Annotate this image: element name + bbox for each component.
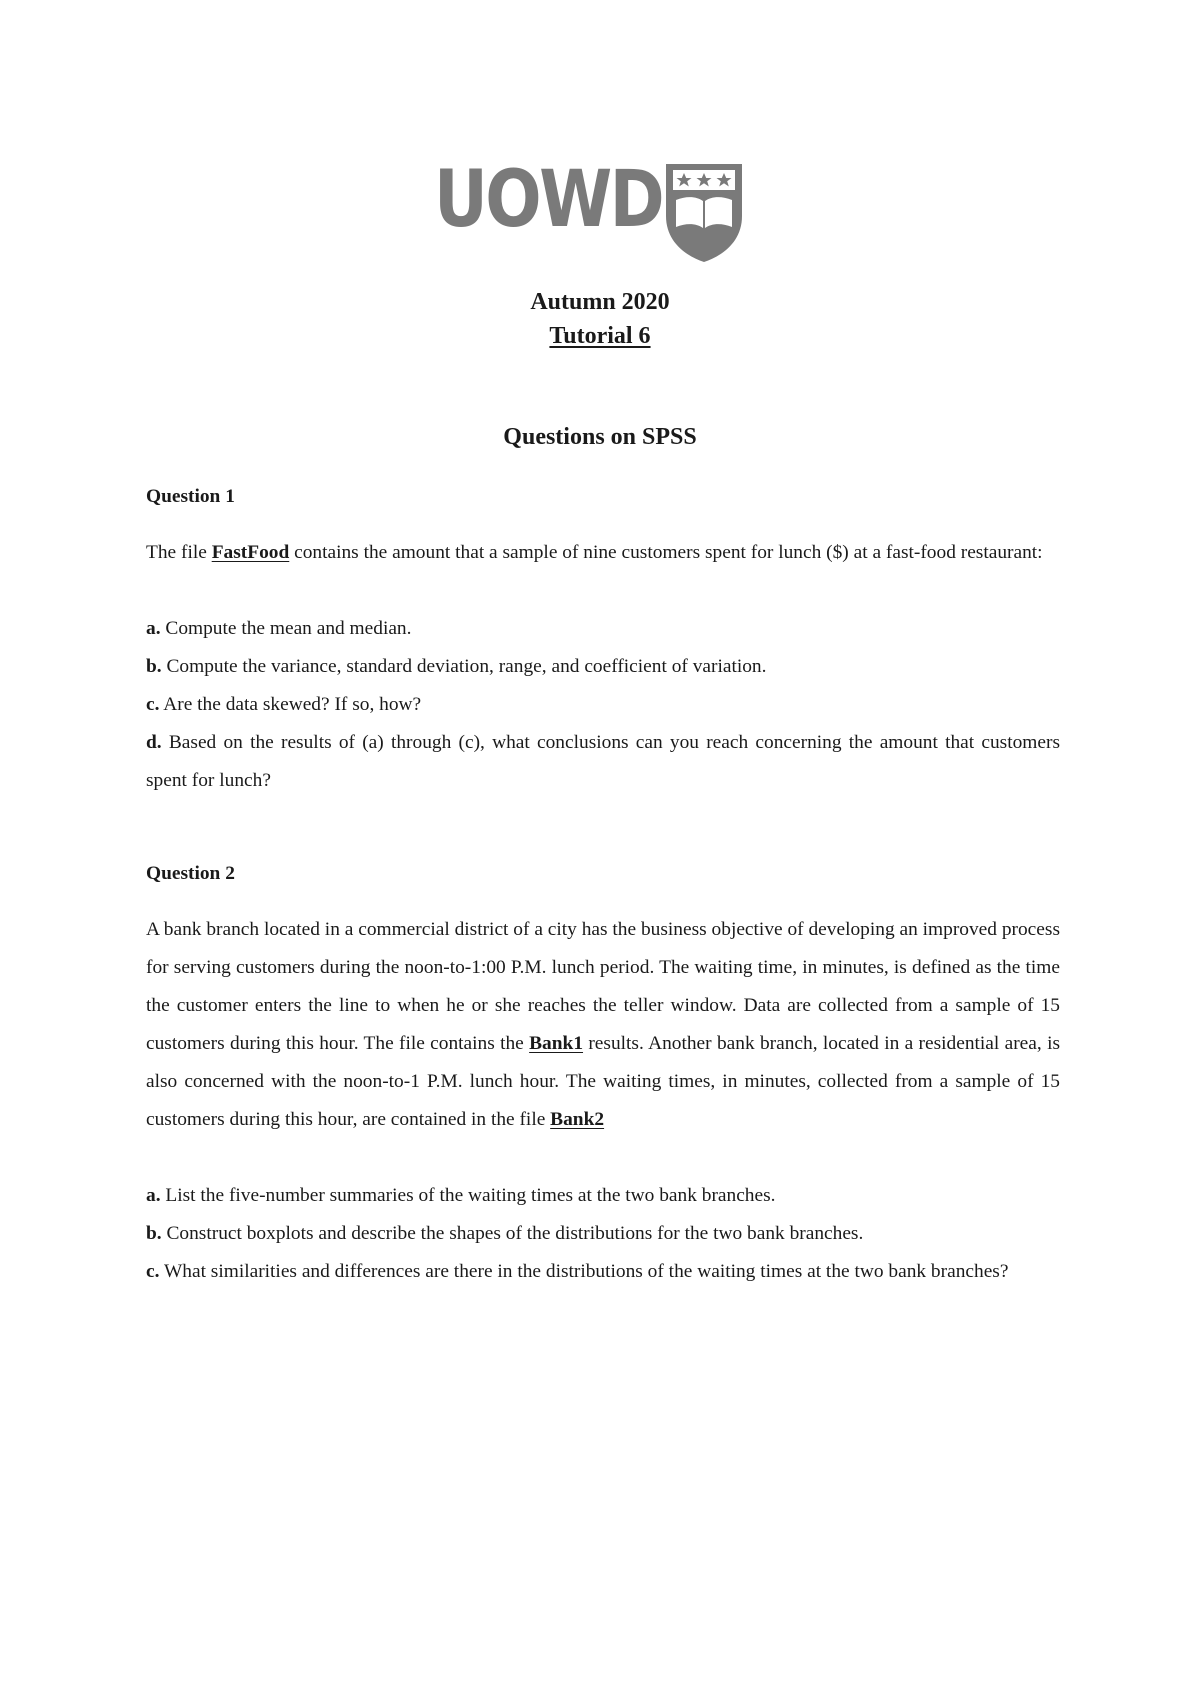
part-label: b.	[146, 1223, 162, 1244]
question-2-parts	[146, 1177, 1060, 1291]
part-text: List the five-number summaries of the waiting times at the two bank branches.	[160, 1185, 776, 1206]
part-text: Based on the results of (a) through (c), what conclusions can you reach concerning the amount that customers spent for lunch?	[146, 732, 1060, 791]
file-name-bank1: Bank1	[529, 1033, 584, 1054]
question-2-part-a	[146, 1177, 1060, 1215]
question-2-intro	[146, 911, 1060, 1139]
q1-intro-start: The file	[146, 542, 212, 563]
file-name-bank2: Bank2	[550, 1109, 605, 1130]
part-label: c.	[146, 1261, 160, 1282]
part-label: a.	[146, 618, 161, 639]
question-2-part-b	[146, 1215, 1060, 1253]
q2-intro-middle: results. Another bank branch, located in a residential area, is also concerned with the noon-to-1 P.M. lunch hour. The waiting times, in minutes, collected from a sample of 15 customers during this hour, are contained in the file	[146, 1033, 1060, 1130]
question-1-heading: Question 1	[146, 486, 235, 507]
q1-intro-end: contains the amount that a sample of nine customers spent for lunch ($) at a fast-food restaurant:	[289, 542, 1043, 563]
part-text: What similarities and differences are there in the distributions of the waiting times at the two bank branches?	[159, 1261, 1009, 1282]
question-1-part-c	[146, 686, 1060, 724]
question-2-part-c	[146, 1253, 1060, 1291]
page-title: Questions on SPSS	[503, 424, 697, 450]
question-2-heading: Question 2	[146, 863, 235, 884]
question-1-part-b	[146, 648, 1060, 686]
part-text: Compute the variance, standard deviation, range, and coefficient of variation.	[161, 656, 767, 677]
part-label: d.	[146, 732, 162, 753]
semester-label: Autumn 2020	[530, 289, 670, 315]
university-logo	[434, 155, 754, 264]
question-1-intro	[146, 534, 1060, 572]
logo-wordmark: UOWD	[434, 155, 663, 245]
university-shield-icon	[662, 160, 746, 264]
part-label: a.	[146, 1185, 161, 1206]
question-1-parts	[146, 610, 1060, 800]
part-text: Are the data skewed? If so, how?	[159, 694, 422, 715]
q2-intro-start: A bank branch located in a commercial district of a city has the business objective of developing an improved process for serving customers during the noon-to-1:00 P.M. lunch period. The waiting time, in minutes, is defined as the time the customer enters the line to when he or she reaches the teller window. Data are collected from a sample of 15 customers during this hour. The file contains the	[146, 919, 1060, 1054]
part-text: Construct boxplots and describe the shapes of the distributions for the two bank branches.	[161, 1223, 864, 1244]
tutorial-label-text: Tutorial 6	[549, 323, 651, 349]
part-label: c.	[146, 694, 160, 715]
file-name-fastfood: FastFood	[211, 542, 290, 563]
part-text: Compute the mean and median.	[160, 618, 412, 639]
question-1-part-d	[146, 724, 1060, 800]
part-label: b.	[146, 656, 162, 677]
tutorial-label	[0, 320, 1200, 352]
question-1-part-a	[146, 610, 1060, 648]
